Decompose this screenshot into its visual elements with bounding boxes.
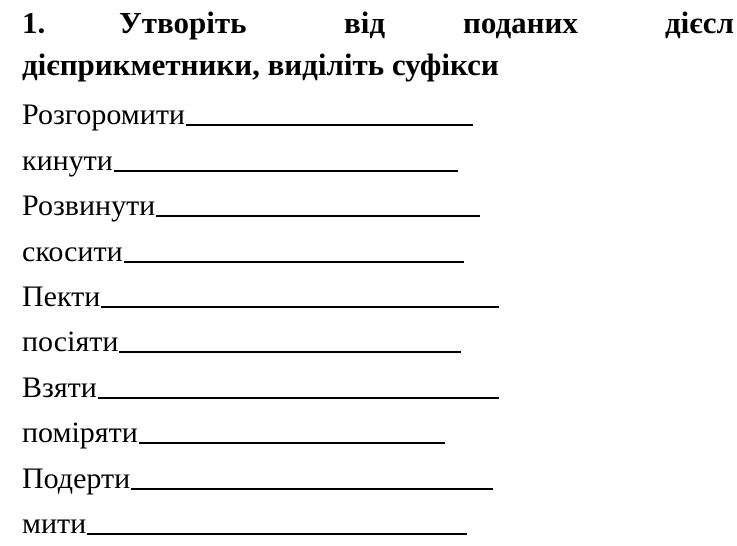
verb-label: мити xyxy=(22,506,87,540)
heading-word-2: від xyxy=(344,5,386,40)
answer-blank[interactable] xyxy=(186,114,473,126)
exercise-row xyxy=(22,501,722,546)
verb-label: поміряти xyxy=(22,416,138,450)
verb-label: скосити xyxy=(22,234,123,268)
verb-label: Розвинути xyxy=(22,189,156,223)
answer-blank[interactable] xyxy=(124,251,464,263)
exercise-row xyxy=(22,183,722,228)
exercise-row xyxy=(22,410,722,455)
answer-blank[interactable] xyxy=(139,432,445,444)
verb-label: посіяти xyxy=(22,325,119,359)
task-heading-line-2: дієприкметники, виділіть суфікси xyxy=(22,47,499,82)
exercise-row xyxy=(22,228,722,273)
answer-blank[interactable] xyxy=(87,523,467,535)
verb-label: Подерти xyxy=(22,461,131,495)
answer-blank[interactable] xyxy=(98,387,499,399)
exercise-row xyxy=(22,455,722,500)
heading-word-4: дієсл xyxy=(665,5,734,40)
exercise-row xyxy=(22,92,722,137)
exercise-row xyxy=(22,274,722,319)
answer-blank[interactable] xyxy=(131,478,493,490)
answer-blank[interactable] xyxy=(156,205,480,217)
exercise-list xyxy=(22,92,722,546)
verb-label: Взяти xyxy=(22,370,97,404)
verb-label: Розгоромити xyxy=(22,98,185,132)
verb-label: Пекти xyxy=(22,279,101,313)
exercise-row xyxy=(22,319,722,364)
exercise-row xyxy=(22,364,722,409)
answer-blank[interactable] xyxy=(101,296,499,308)
task-number: 1. xyxy=(22,5,46,40)
heading-word-1: Утворіть xyxy=(119,5,247,40)
verb-label: кинути xyxy=(22,143,113,177)
answer-blank[interactable] xyxy=(119,341,461,353)
answer-blank[interactable] xyxy=(114,160,458,172)
exercise-row xyxy=(22,137,722,182)
heading-word-3: поданих xyxy=(463,5,578,40)
